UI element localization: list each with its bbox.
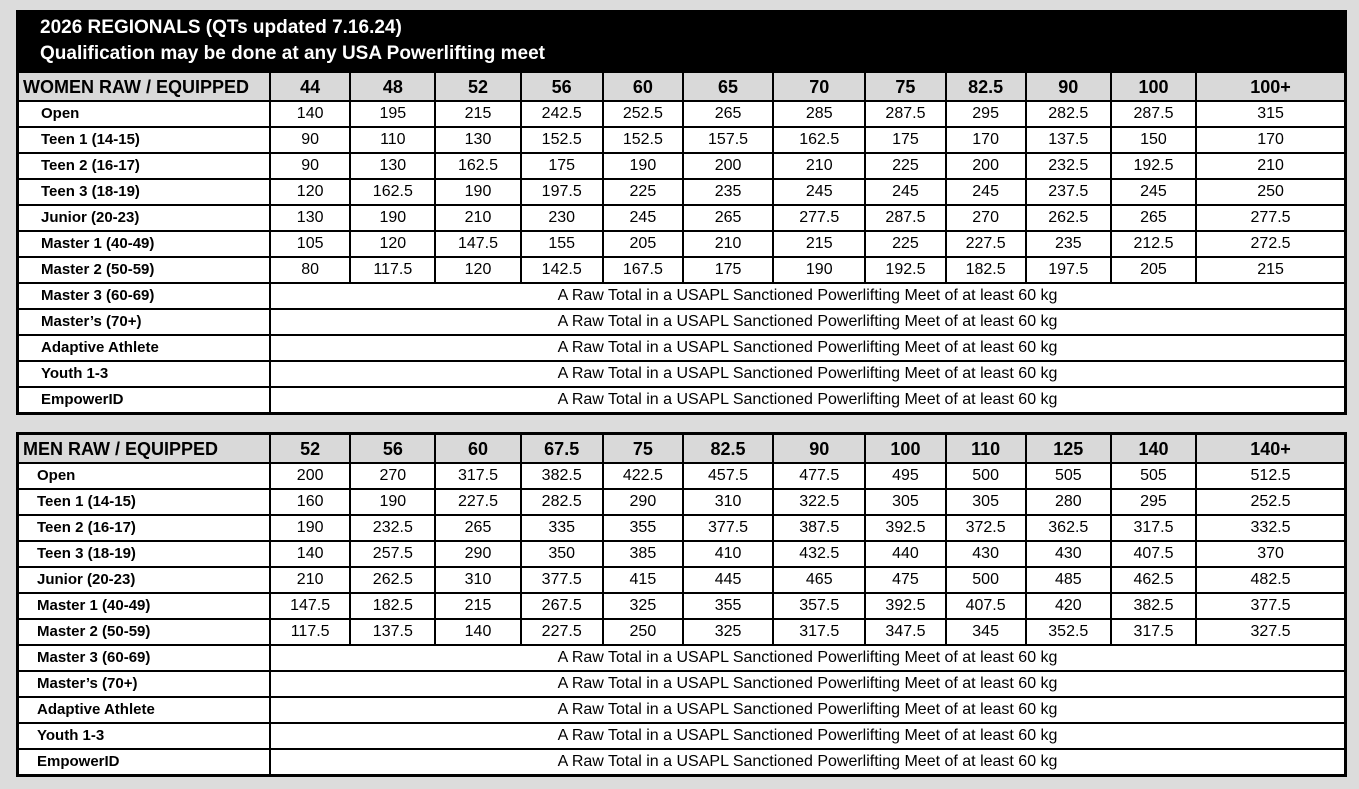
- qualifying-total-cell: 175: [521, 153, 603, 179]
- qualifying-total-cell: 377.5: [521, 567, 603, 593]
- qualifying-total-cell: 245: [865, 179, 945, 205]
- table-row: [18, 593, 1346, 619]
- division-label: Master 2 (50-59): [18, 257, 271, 283]
- division-label: Open: [18, 463, 271, 489]
- qualification-note-cell: A Raw Total in a USAPL Sanctioned Powerlifting Meet of at least 60 kg: [270, 723, 1345, 749]
- weight-class-header: 110: [946, 434, 1026, 464]
- qualifying-total-cell: 277.5: [773, 205, 865, 231]
- table-row: [18, 541, 1346, 567]
- qualifying-total-cell: 160: [270, 489, 350, 515]
- qualifying-total-cell: 170: [946, 127, 1026, 153]
- qualification-note-cell: A Raw Total in a USAPL Sanctioned Powerlifting Meet of at least 60 kg: [270, 361, 1345, 387]
- qualifying-total-cell: 140: [270, 101, 350, 127]
- women-header-row: [18, 72, 1346, 102]
- table-row: [18, 567, 1346, 593]
- qualifying-total-cell: 140: [435, 619, 520, 645]
- weight-class-header: 100+: [1196, 72, 1345, 102]
- qualifying-total-cell: 170: [1196, 127, 1345, 153]
- division-label: Teen 2 (16-17): [18, 515, 271, 541]
- qualifying-total-cell: 430: [946, 541, 1026, 567]
- qualifying-total-cell: 212.5: [1111, 231, 1196, 257]
- table-row: [18, 723, 1346, 749]
- weight-class-header: 100: [865, 434, 945, 464]
- qualifying-total-cell: 120: [435, 257, 520, 283]
- qualifying-total-cell: 190: [350, 489, 435, 515]
- qualifying-total-cell: 235: [1026, 231, 1111, 257]
- weight-class-header: 56: [350, 434, 435, 464]
- qualifying-total-cell: 317.5: [1111, 515, 1196, 541]
- weight-class-header: 52: [435, 72, 520, 102]
- qualifying-total-cell: 335: [521, 515, 603, 541]
- qualifying-total-cell: 265: [683, 101, 773, 127]
- qualifying-total-cell: 190: [435, 179, 520, 205]
- weight-class-header: 48: [350, 72, 435, 102]
- table-row: [18, 697, 1346, 723]
- qualifying-total-cell: 265: [1111, 205, 1196, 231]
- men-qualifying-table: [16, 432, 1347, 777]
- qualifying-total-cell: 287.5: [865, 205, 945, 231]
- division-label: Master 1 (40-49): [18, 593, 271, 619]
- men-header-label: MEN RAW / EQUIPPED: [18, 434, 271, 464]
- qualification-note-cell: A Raw Total in a USAPL Sanctioned Powerlifting Meet of at least 60 kg: [270, 309, 1345, 335]
- qualifying-total-cell: 152.5: [521, 127, 603, 153]
- qualifying-total-cell: 445: [683, 567, 773, 593]
- weight-class-header: 82.5: [946, 72, 1026, 102]
- qualifying-total-cell: 295: [946, 101, 1026, 127]
- qualifying-total-cell: 407.5: [1111, 541, 1196, 567]
- weight-class-header: 125: [1026, 434, 1111, 464]
- weight-class-header: 140: [1111, 434, 1196, 464]
- qualifying-total-cell: 382.5: [1111, 593, 1196, 619]
- qualifying-total-cell: 270: [946, 205, 1026, 231]
- qualifying-total-cell: 195: [350, 101, 435, 127]
- qualifying-total-cell: 305: [865, 489, 945, 515]
- division-label: Master 2 (50-59): [18, 619, 271, 645]
- qualifying-total-cell: 232.5: [1026, 153, 1111, 179]
- table-row: [18, 489, 1346, 515]
- qualifying-total-cell: 265: [435, 515, 520, 541]
- qualification-note-cell: A Raw Total in a USAPL Sanctioned Powerlifting Meet of at least 60 kg: [270, 697, 1345, 723]
- qualifying-total-cell: 462.5: [1111, 567, 1196, 593]
- weight-class-header: 60: [603, 72, 683, 102]
- qualifying-total-cell: 155: [521, 231, 603, 257]
- qualifying-total-cell: 350: [521, 541, 603, 567]
- qualifying-total-cell: 272.5: [1196, 231, 1345, 257]
- qualifying-total-cell: 317.5: [1111, 619, 1196, 645]
- weight-class-header: 56: [521, 72, 603, 102]
- qualifying-total-cell: 377.5: [683, 515, 773, 541]
- division-label: Master 3 (60-69): [18, 645, 271, 671]
- qualifying-total-cell: 162.5: [350, 179, 435, 205]
- qualifying-total-cell: 200: [946, 153, 1026, 179]
- division-label: Adaptive Athlete: [18, 697, 271, 723]
- title-banner: [16, 10, 1347, 70]
- qualifying-total-cell: 310: [683, 489, 773, 515]
- qualifying-total-cell: 500: [946, 463, 1026, 489]
- qualifying-total-cell: 210: [683, 231, 773, 257]
- qualifying-total-cell: 315: [1196, 101, 1345, 127]
- table-row: [18, 257, 1346, 283]
- qualifying-total-cell: 385: [603, 541, 683, 567]
- qualifying-total-cell: 327.5: [1196, 619, 1345, 645]
- qualifying-total-cell: 90: [270, 127, 350, 153]
- qualifying-total-cell: 282.5: [521, 489, 603, 515]
- qualifying-total-cell: 415: [603, 567, 683, 593]
- weight-class-header: 90: [773, 434, 865, 464]
- women-qualifying-table: [16, 70, 1347, 415]
- qualifying-total-cell: 352.5: [1026, 619, 1111, 645]
- qualifying-total-cell: 475: [865, 567, 945, 593]
- qualifying-total-cell: 130: [270, 205, 350, 231]
- weight-class-header: 67.5: [521, 434, 603, 464]
- qualifying-total-cell: 277.5: [1196, 205, 1345, 231]
- weight-class-header: 140+: [1196, 434, 1345, 464]
- qualifying-total-cell: 90: [270, 153, 350, 179]
- qualifying-total-cell: 265: [683, 205, 773, 231]
- qualifying-total-cell: 105: [270, 231, 350, 257]
- qualifying-total-cell: 137.5: [1026, 127, 1111, 153]
- qualifying-total-cell: 482.5: [1196, 567, 1345, 593]
- table-row: [18, 179, 1346, 205]
- division-label: Teen 1 (14-15): [18, 489, 271, 515]
- weight-class-header: 70: [773, 72, 865, 102]
- division-label: Teen 3 (18-19): [18, 179, 271, 205]
- qualifying-total-cell: 182.5: [350, 593, 435, 619]
- table-row: [18, 153, 1346, 179]
- division-label: Youth 1-3: [18, 723, 271, 749]
- qualifying-total-cell: 252.5: [1196, 489, 1345, 515]
- qualifying-total-cell: 192.5: [865, 257, 945, 283]
- division-label: Junior (20-23): [18, 567, 271, 593]
- qualifying-total-cell: 355: [603, 515, 683, 541]
- qualifying-total-cell: 410: [683, 541, 773, 567]
- weight-class-header: 90: [1026, 72, 1111, 102]
- qualifying-total-cell: 362.5: [1026, 515, 1111, 541]
- division-label: Open: [18, 101, 271, 127]
- qualifying-total-cell: 262.5: [1026, 205, 1111, 231]
- qualifying-total-cell: 205: [603, 231, 683, 257]
- qualifying-total-cell: 310: [435, 567, 520, 593]
- qualifying-total-cell: 175: [683, 257, 773, 283]
- table-row: [18, 283, 1346, 309]
- qualifying-total-cell: 325: [683, 619, 773, 645]
- table-row: [18, 309, 1346, 335]
- qualifying-total-cell: 377.5: [1196, 593, 1345, 619]
- qualifying-total-cell: 215: [435, 593, 520, 619]
- division-label: Junior (20-23): [18, 205, 271, 231]
- qualifying-total-cell: 245: [603, 205, 683, 231]
- qualifying-total-cell: 210: [435, 205, 520, 231]
- qualifying-total-cell: 295: [1111, 489, 1196, 515]
- qualifying-total-cell: 190: [773, 257, 865, 283]
- table-row: [18, 619, 1346, 645]
- qualification-note-cell: A Raw Total in a USAPL Sanctioned Powerlifting Meet of at least 60 kg: [270, 645, 1345, 671]
- qualifying-total-cell: 210: [270, 567, 350, 593]
- division-label: EmpowerID: [18, 749, 271, 776]
- qualifying-total-cell: 215: [1196, 257, 1345, 283]
- qualifying-total-cell: 465: [773, 567, 865, 593]
- banner-subtitle: Qualification may be done at any USA Powerlifting meet: [40, 43, 546, 64]
- qualifying-total-cell: 290: [603, 489, 683, 515]
- qualification-note-cell: A Raw Total in a USAPL Sanctioned Powerlifting Meet of at least 60 kg: [270, 671, 1345, 697]
- table-row: [18, 205, 1346, 231]
- qualifying-total-cell: 440: [865, 541, 945, 567]
- qualifying-total-cell: 270: [350, 463, 435, 489]
- qualifying-total-cell: 142.5: [521, 257, 603, 283]
- qualifying-total-cell: 325: [603, 593, 683, 619]
- qualifying-total-cell: 225: [865, 231, 945, 257]
- qualifying-total-cell: 215: [435, 101, 520, 127]
- qualifying-total-cell: 210: [773, 153, 865, 179]
- qualifying-total-cell: 162.5: [435, 153, 520, 179]
- qualifying-total-cell: 210: [1196, 153, 1345, 179]
- table-row: [18, 463, 1346, 489]
- division-label: Teen 3 (18-19): [18, 541, 271, 567]
- qualifying-total-cell: 252.5: [603, 101, 683, 127]
- division-label: Master 3 (60-69): [18, 283, 271, 309]
- division-label: Youth 1-3: [18, 361, 271, 387]
- qualifying-total-cell: 355: [683, 593, 773, 619]
- qualifying-total-cell: 232.5: [350, 515, 435, 541]
- qualifying-total-cell: 372.5: [946, 515, 1026, 541]
- table-row: [18, 515, 1346, 541]
- qualifying-total-cell: 345: [946, 619, 1026, 645]
- qualifying-total-cell: 500: [946, 567, 1026, 593]
- table-row: [18, 101, 1346, 127]
- qualifying-total-cell: 205: [1111, 257, 1196, 283]
- qualifying-total-cell: 190: [603, 153, 683, 179]
- qualifying-total-cell: 370: [1196, 541, 1345, 567]
- qualifying-total-cell: 130: [350, 153, 435, 179]
- qualifying-total-cell: 120: [270, 179, 350, 205]
- qualifying-total-cell: 152.5: [603, 127, 683, 153]
- qualifying-total-cell: 382.5: [521, 463, 603, 489]
- qualifying-total-cell: 130: [435, 127, 520, 153]
- qualifying-total-cell: 182.5: [946, 257, 1026, 283]
- qualifying-total-cell: 140: [270, 541, 350, 567]
- table-row: [18, 361, 1346, 387]
- weight-class-header: 60: [435, 434, 520, 464]
- qualification-note-cell: A Raw Total in a USAPL Sanctioned Powerlifting Meet of at least 60 kg: [270, 749, 1345, 776]
- qualifying-total-cell: 200: [683, 153, 773, 179]
- qualifying-total-cell: 285: [773, 101, 865, 127]
- qualifying-total-cell: 512.5: [1196, 463, 1345, 489]
- qualifying-total-cell: 287.5: [865, 101, 945, 127]
- division-label: Teen 1 (14-15): [18, 127, 271, 153]
- qualifying-total-cell: 287.5: [1111, 101, 1196, 127]
- weight-class-header: 100: [1111, 72, 1196, 102]
- qualifying-total-cell: 267.5: [521, 593, 603, 619]
- division-label: Master 1 (40-49): [18, 231, 271, 257]
- table-row: [18, 335, 1346, 361]
- qualifying-total-cell: 505: [1026, 463, 1111, 489]
- qualifying-total-cell: 167.5: [603, 257, 683, 283]
- weight-class-header: 65: [683, 72, 773, 102]
- qualifying-total-cell: 237.5: [1026, 179, 1111, 205]
- banner-title: 2026 REGIONALS (QTs updated 7.16.24): [40, 17, 402, 38]
- men-header-row: [18, 434, 1346, 464]
- qualifying-total-cell: 227.5: [521, 619, 603, 645]
- qualifying-total-cell: 175: [865, 127, 945, 153]
- qualifying-total-cell: 190: [270, 515, 350, 541]
- qualifying-total-cell: 245: [773, 179, 865, 205]
- qualifying-total-cell: 80: [270, 257, 350, 283]
- division-label: Adaptive Athlete: [18, 335, 271, 361]
- table-row: [18, 749, 1346, 776]
- qualifying-total-cell: 235: [683, 179, 773, 205]
- qualifying-total-cell: 197.5: [521, 179, 603, 205]
- qualifying-total-cell: 290: [435, 541, 520, 567]
- weight-class-header: 75: [603, 434, 683, 464]
- weight-class-header: 82.5: [683, 434, 773, 464]
- qualifying-total-cell: 357.5: [773, 593, 865, 619]
- qualifying-total-cell: 505: [1111, 463, 1196, 489]
- weight-class-header: 75: [865, 72, 945, 102]
- qualifying-total-cell: 190: [350, 205, 435, 231]
- qualifying-total-cell: 282.5: [1026, 101, 1111, 127]
- qualifying-total-cell: 457.5: [683, 463, 773, 489]
- table-row: [18, 387, 1346, 414]
- qualifying-total-cell: 245: [946, 179, 1026, 205]
- qualifying-total-cell: 192.5: [1111, 153, 1196, 179]
- qualifying-total-cell: 317.5: [435, 463, 520, 489]
- qualifying-total-cell: 157.5: [683, 127, 773, 153]
- qualifying-total-cell: 200: [270, 463, 350, 489]
- qualifying-total-cell: 162.5: [773, 127, 865, 153]
- qualifying-total-cell: 430: [1026, 541, 1111, 567]
- qualifying-total-cell: 280: [1026, 489, 1111, 515]
- qualifying-total-cell: 225: [865, 153, 945, 179]
- qualifying-total-cell: 322.5: [773, 489, 865, 515]
- division-label: Teen 2 (16-17): [18, 153, 271, 179]
- qualifying-total-cell: 332.5: [1196, 515, 1345, 541]
- qualifying-total-cell: 150: [1111, 127, 1196, 153]
- division-label: EmpowerID: [18, 387, 271, 414]
- qualifying-total-cell: 117.5: [350, 257, 435, 283]
- qualifying-total-cell: 262.5: [350, 567, 435, 593]
- qualifying-total-cell: 137.5: [350, 619, 435, 645]
- qualifying-total-cell: 347.5: [865, 619, 945, 645]
- table-row: [18, 671, 1346, 697]
- division-label: Master’s (70+): [18, 309, 271, 335]
- qualifying-total-cell: 230: [521, 205, 603, 231]
- women-header-label: WOMEN RAW / EQUIPPED: [18, 72, 271, 102]
- qualifying-total-cell: 392.5: [865, 593, 945, 619]
- qualifying-total-cell: 110: [350, 127, 435, 153]
- qualifying-total-cell: 225: [603, 179, 683, 205]
- qualification-note-cell: A Raw Total in a USAPL Sanctioned Powerlifting Meet of at least 60 kg: [270, 283, 1345, 309]
- qualifying-total-cell: 120: [350, 231, 435, 257]
- qualifying-total-cell: 245: [1111, 179, 1196, 205]
- qualification-note-cell: A Raw Total in a USAPL Sanctioned Powerlifting Meet of at least 60 kg: [270, 387, 1345, 414]
- qualifying-total-cell: 227.5: [435, 489, 520, 515]
- qualifying-total-cell: 257.5: [350, 541, 435, 567]
- qualifying-total-cell: 250: [603, 619, 683, 645]
- qualifying-total-cell: 250: [1196, 179, 1345, 205]
- qualifying-total-cell: 227.5: [946, 231, 1026, 257]
- qualifying-total-cell: 420: [1026, 593, 1111, 619]
- qualifying-total-cell: 422.5: [603, 463, 683, 489]
- qualifying-total-cell: 147.5: [435, 231, 520, 257]
- table-row: [18, 231, 1346, 257]
- qualifying-total-cell: 305: [946, 489, 1026, 515]
- qualifying-total-cell: 477.5: [773, 463, 865, 489]
- weight-class-header: 52: [270, 434, 350, 464]
- qualifying-total-cell: 197.5: [1026, 257, 1111, 283]
- table-row: [18, 645, 1346, 671]
- qualifying-total-cell: 242.5: [521, 101, 603, 127]
- qualifying-total-cell: 117.5: [270, 619, 350, 645]
- qualifying-total-cell: 215: [773, 231, 865, 257]
- qualifying-total-cell: 432.5: [773, 541, 865, 567]
- division-label: Master’s (70+): [18, 671, 271, 697]
- qualifying-total-cell: 147.5: [270, 593, 350, 619]
- qualification-note-cell: A Raw Total in a USAPL Sanctioned Powerlifting Meet of at least 60 kg: [270, 335, 1345, 361]
- qualifying-total-cell: 317.5: [773, 619, 865, 645]
- weight-class-header: 44: [270, 72, 350, 102]
- qualifying-total-cell: 495: [865, 463, 945, 489]
- qualifying-total-cell: 407.5: [946, 593, 1026, 619]
- table-row: [18, 127, 1346, 153]
- qualifying-total-cell: 392.5: [865, 515, 945, 541]
- qualifying-total-cell: 485: [1026, 567, 1111, 593]
- qualifying-total-cell: 387.5: [773, 515, 865, 541]
